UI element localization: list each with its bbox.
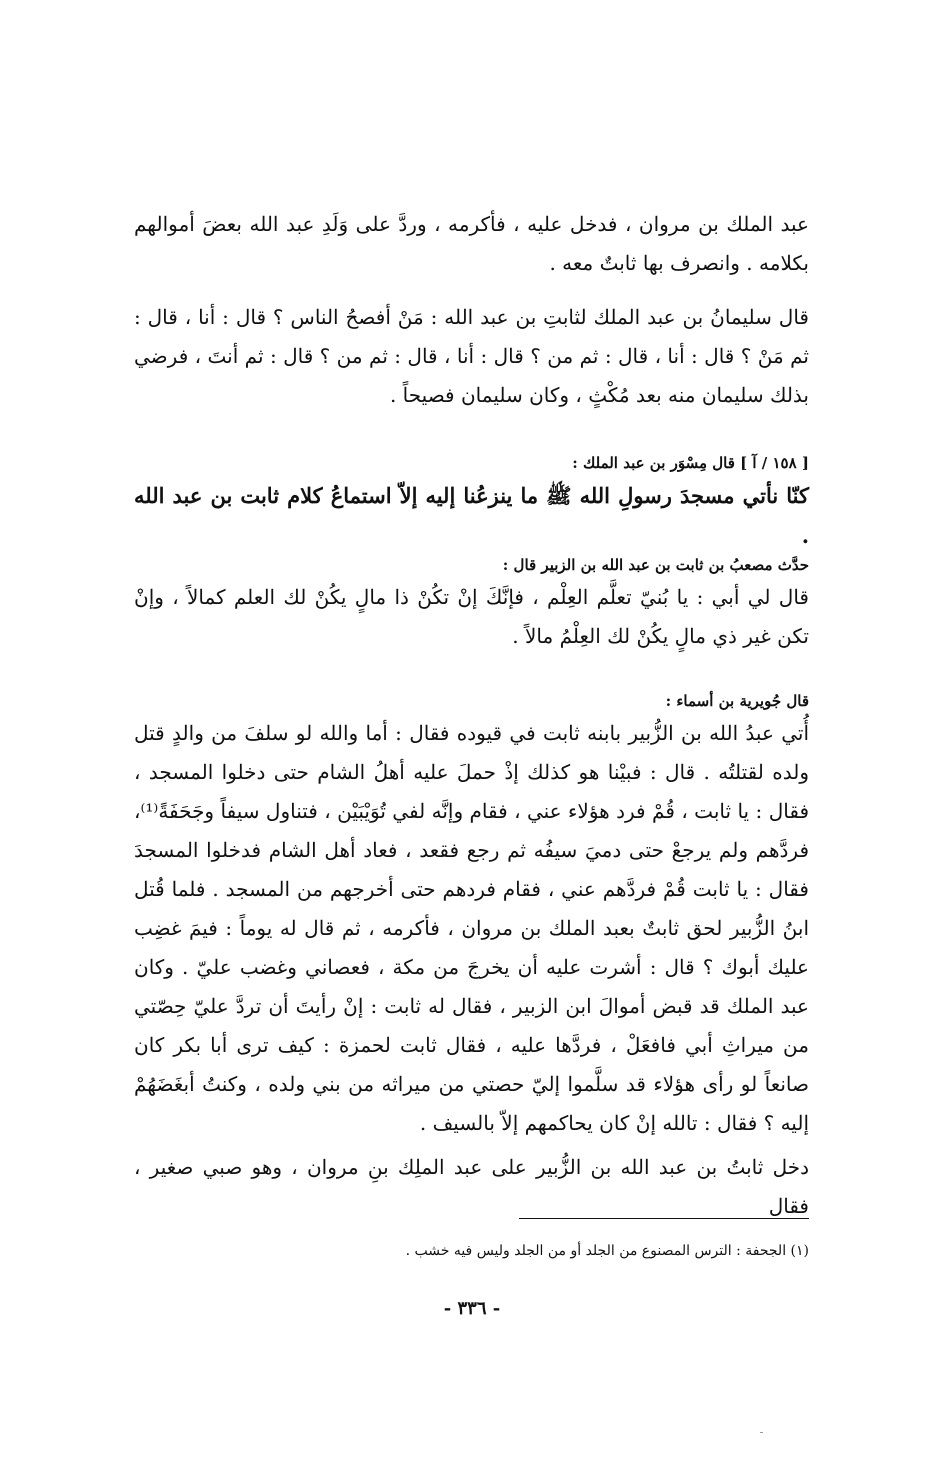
last-paragraph-block (134, 1148, 809, 1226)
section-3-heading: قال جُويرية بن أسماء : (665, 692, 809, 710)
footnote: (١) الجحفة : الترس المصنوع من الجلد أو من الجلد وليس فيه خشب . (405, 1243, 809, 1259)
section-3-text: أُتي عبدُ الله بن الزُّبير بابنه ثابت في قيوده فقال : أما والله لو سلفَ من والدٍ قتل ولده لقتلتُه . قال : فبيْنا هو كذلك إذْ حملَ عليه أهلُ الشام حتى دخلوا المسجد ، فقال : يا ثابت ، قُمْ فرد هؤلاء عني ، فقام وإنَّه لفي تُوَيْبَيْن ، فتناول سيفاً وجَحَفَةً⁽¹⁾، فردَّهم ولم يرجعْ حتى دميَ سيفُه ثم رجع فقعد ، فعاد أهل الشام فدخلوا المسجدَ فقال : يا ثابت قُمْ فردَّهم عني ، فقام فردهم حتى أخرجهم من المسجد . فلما قُتل ابنُ الزُّبير لحق ثابتٌ بعبد الملك بن مروان ، فأكرمه ، ثم قال له يوماً : فيمَ غضِب عليك أبوك ؟ قال : أشرت عليه أن يخرجَ من مكة ، فعصاني وغضب عليّ . وكان عبد الملك قد قبض أموالَ ابن الزبير ، فقال له ثابت : إنْ رأيتَ أن تردَّ عليّ حِصّتي من ميراثِ أبي فافعَلْ ، فردَّها عليه ، فقال ثابت لحمزة : كيف ترى أبا بكر كان صانعاً لو رأى هؤلاء قد سلَّموا إليّ حصتي من ميراثه من بني ولده ، وكنتُ أبغَضَهُمْ إليه ؟ فقال : تالله إنْ كان يحاكمهم إلاّ بالسيف . (134, 721, 809, 1135)
scan-speck (760, 1432, 763, 1433)
last-paragraph: دخل ثابتُ بن عبد الله بن الزُّبير على عبد الملِك بنِ مروان ، وهو صبي صغير ، فقال (134, 1155, 809, 1218)
paragraph-1: عبد الملك بن مروان ، فدخل عليه ، فأكرمه ، وردَّ على وَلَدِ عبد الله بعضَ أموالهم بكلامه . وانصرف بها ثابتٌ معه . (134, 212, 809, 275)
section-2-text: قال لي أبي : يا بُنيّ تعلَّم العِلْم ، فإنَّكَ إنْ تكُنْ ذا مالٍ يكُنْ لك العلم كمالاً ، وإنْ تكن غير ذي مالٍ يكُنْ لك العِلْمُ مالاً . (134, 585, 809, 648)
section-3-block (134, 688, 809, 1143)
section-1-block (134, 450, 809, 556)
section-1-heading: [ ١٥٨ / آ ] قال مِسْوَر بن عبد الملك : (572, 454, 809, 472)
footnote-divider (519, 1218, 809, 1219)
section-2-block (134, 552, 809, 656)
section-1-quote: كنّا نأتي مسجدَ رسولِ الله ﷺ ما ينزعُنا إليه إلاّ استماعُ كلام ثابت بن عبد الله . (134, 483, 809, 548)
page-number: - ٣٣٦ - (443, 1298, 501, 1319)
paragraph-2-block (134, 298, 809, 415)
section-2-heading: حدَّث مصعبُ بن ثابت بن عبد الله بن الزبير قال : (502, 556, 809, 574)
paragraph-1-block (134, 205, 809, 283)
paragraph-2: قال سليمانُ بن عبد الملك لثابتِ بن عبد الله : مَنْ أفصحُ الناس ؟ قال : أنا ، قال : ثم مَنْ ؟ قال : أنا ، قال : ثم من ؟ قال : أنا ، قال : ثم من ؟ قال : ثم أنتَ ، فرضي بذلك سليمان منه بعد مُكْثٍ ، وكان سليمان فصيحاً . (134, 305, 809, 407)
